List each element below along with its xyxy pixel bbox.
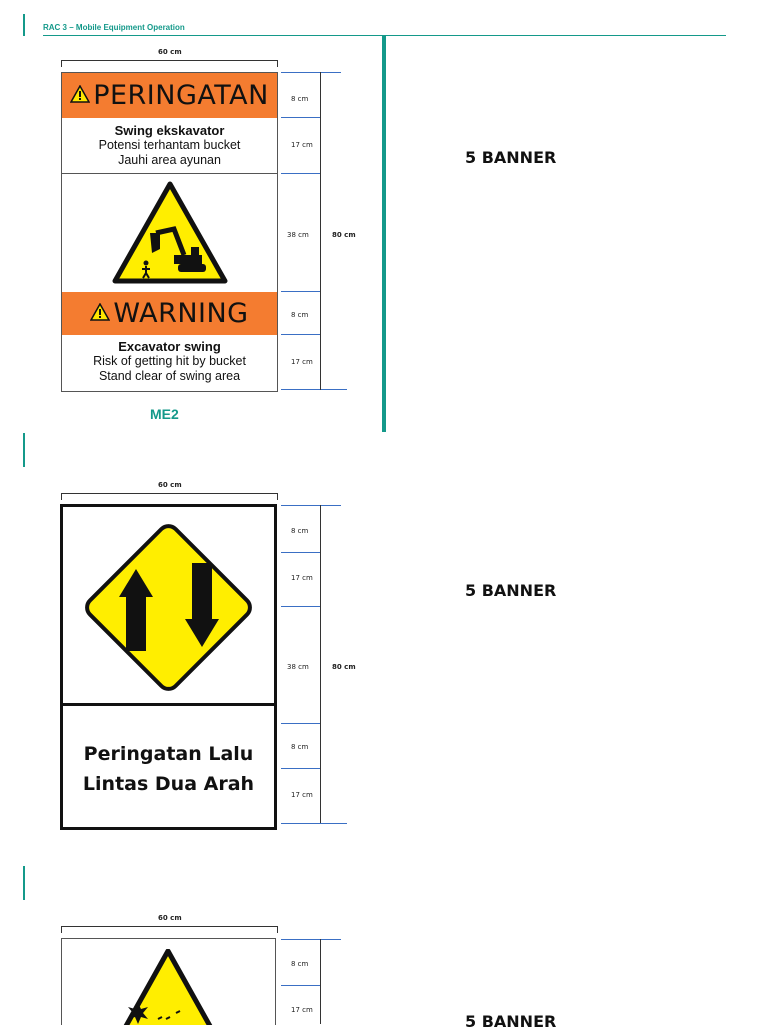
width-bracket [61,60,278,67]
dim-line [281,334,321,335]
panel-divider [63,703,274,706]
dim-label: 17 cm [291,141,313,149]
dim-line [281,723,321,724]
banner-label: 5 BANNER [465,1012,557,1031]
panel-divider [62,173,277,174]
width-label: 60 cm [158,481,182,489]
dim-label: 8 cm [291,743,309,751]
dim-label: 8 cm [291,960,309,968]
dim-label: 8 cm [291,311,309,319]
dim-label: 38 cm [287,231,309,239]
hazard-scene-icon [72,949,265,1025]
width-label: 60 cm [158,914,182,922]
dim-line [281,552,321,553]
dim-line [281,505,341,506]
dim-vertical [320,939,321,1024]
dim-line [281,389,347,390]
width-label: 60 cm [158,48,182,56]
sign-code: ME2 [150,406,179,422]
id-title: Swing ekskavator [114,123,225,138]
en-text-block [62,339,277,384]
two-way-text-block [63,739,274,799]
peringatan-header [62,73,277,118]
dim-label: 8 cm [291,527,309,535]
width-bracket [61,926,278,933]
dim-line [281,606,321,607]
dim-label: 17 cm [291,574,313,582]
two-way-line2: Lintas Dua Arah [82,773,255,795]
id-line2: Jauhi area ayunan [118,153,221,167]
id-text-block [62,123,277,168]
warning-triangle-icon [90,303,110,325]
warning-triangle-icon [70,85,90,107]
dim-line [281,985,321,986]
width-bracket [61,493,278,500]
en-title: Excavator swing [118,339,221,354]
en-line1: Risk of getting hit by bucket [93,354,246,368]
banner-label: 5 BANNER [465,581,557,600]
section-marker [23,433,25,467]
dim-label: 8 cm [291,95,309,103]
page-header-title: RAC 3 – Mobile Equipment Operation [43,23,185,32]
dim-line [281,768,321,769]
two-way-traffic-icon [78,517,259,703]
section-marker [23,866,25,900]
sign-me2 [61,72,278,392]
en-line2: Stand clear of swing area [98,369,241,383]
dim-label: 17 cm [291,1006,313,1014]
total-height-label: 80 cm [332,663,356,671]
warning-header [62,292,277,335]
dim-line [281,939,341,940]
id-line1: Potensi terhantam bucket [98,138,241,152]
dim-vertical [320,505,321,823]
dim-vertical [320,72,321,390]
dim-line [281,173,321,174]
two-way-line1: Peringatan Lalu [83,743,254,765]
total-height-label: 80 cm [332,231,356,239]
dim-label: 17 cm [291,791,313,799]
vertical-divider [382,36,386,432]
sign-two-way [60,504,277,830]
dim-line [281,117,321,118]
dim-line [281,291,321,292]
dim-line [281,72,341,73]
peringatan-label: PERINGATAN [93,80,269,111]
warning-label: WARNING [113,298,249,329]
sign-third [61,938,276,1025]
banner-label: 5 BANNER [465,148,557,167]
dim-line [281,823,347,824]
dim-label: 38 cm [287,663,309,671]
excavator-swing-icon [112,181,228,290]
header-left-bar [23,14,25,36]
dim-label: 17 cm [291,358,313,366]
